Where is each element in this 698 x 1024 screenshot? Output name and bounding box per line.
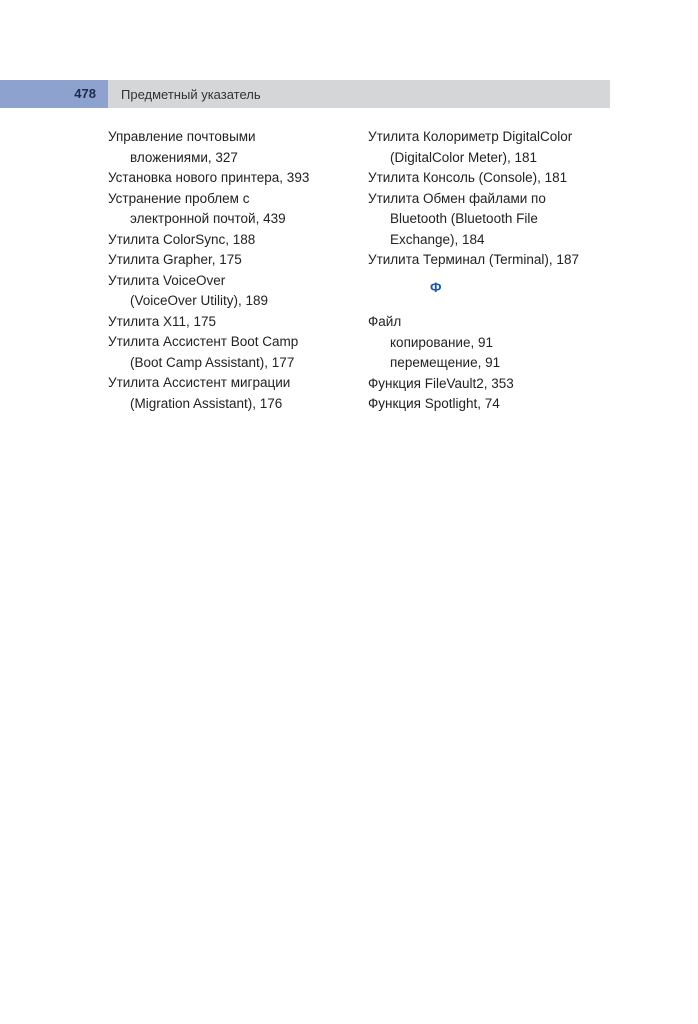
index-entry: Файл [368,314,402,329]
running-header-title: Предметный указатель [121,87,261,102]
index-entry: Утилита ColorSync, 188 [108,231,256,247]
index-subentry: Exchange), 184 [390,231,485,247]
index-entry: Устранение проблем с [108,190,250,206]
index-subentry: (VoiceOver Utility), 189 [130,293,269,308]
index-entry: Утилита Ассистент Boot Camp [108,334,299,349]
page-number: 478 [74,86,96,101]
index-subentry: вложениями, 327 [130,149,238,165]
index-entry: Утилита Обмен файлами по [368,190,546,206]
index-entry: Утилита Ассистент миграции [108,375,291,390]
index-entry: Утилита X11, 175 [108,313,217,329]
index-entry: Утилита Консоль (Console), 181 [368,170,568,185]
index-column-right [368,127,618,415]
page-number-tab [0,80,108,108]
index-entry: Установка нового принтера, 393 [108,170,310,185]
index-column-left [108,127,358,414]
index-subentry: перемещение, 91 [390,355,501,370]
index-entry: Функция FileVault2, 353 [368,375,514,391]
section-letter: Ф [430,279,442,295]
index-entry: Утилита Grapher, 175 [108,252,242,267]
index-entry: Утилита Колориметр DigitalColor [368,129,573,144]
index-entry: Утилита Терминал (Terminal), 187 [368,252,579,267]
index-subentry: копирование, 91 [390,334,493,350]
index-subentry: (DigitalColor Meter), 181 [390,149,538,165]
index-subentry: электронной почтой, 439 [130,211,286,226]
index-entry: Функция Spotlight, 74 [368,396,500,411]
index-subentry: (Boot Camp Assistant), 177 [130,354,295,370]
index-subentry: Bluetooth (Bluetooth File [390,211,538,226]
running-header [108,80,610,108]
index-entry: Утилита VoiceOver [108,272,226,288]
index-subentry: (Migration Assistant), 176 [130,395,283,411]
index-entry: Управление почтовыми [108,129,256,144]
